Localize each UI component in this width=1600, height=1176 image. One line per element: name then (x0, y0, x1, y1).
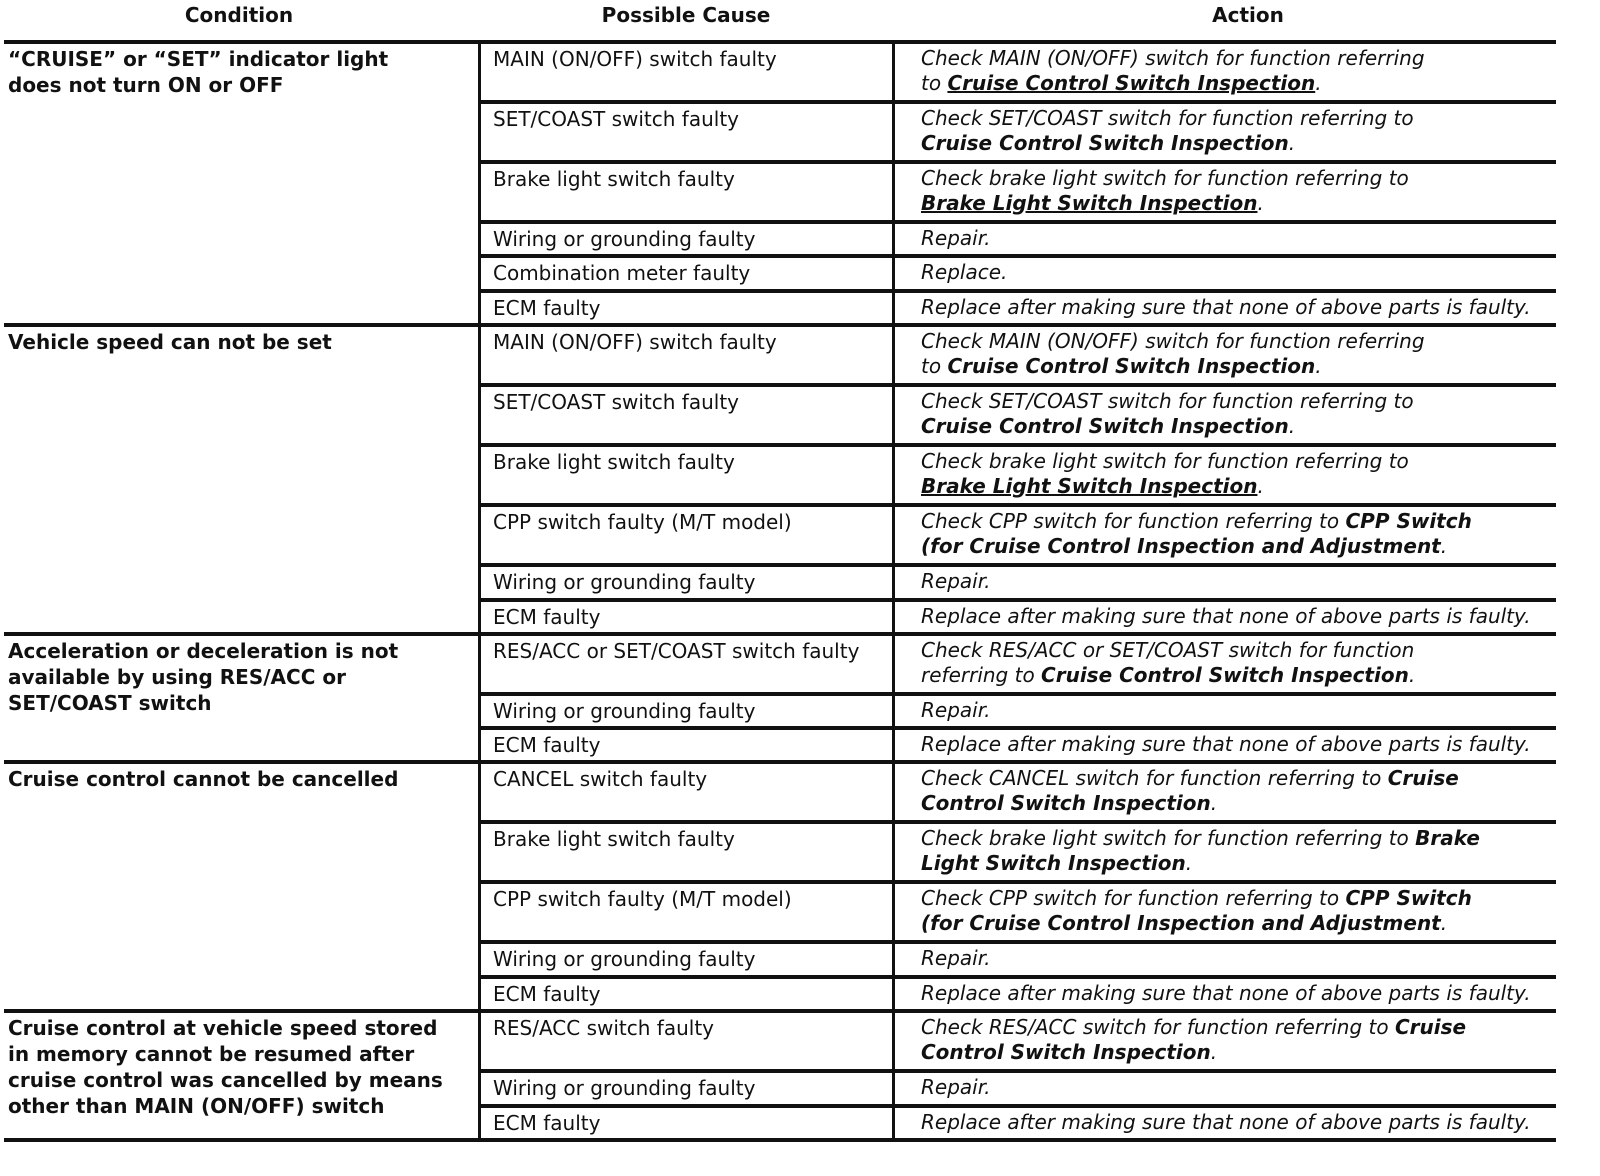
group-divider (4, 632, 1556, 636)
action-text: Check SET/COAST switch for function referring to (921, 389, 1414, 413)
action-end: . (1315, 71, 1322, 95)
inspection-reference-link[interactable]: Cruise Control Switch Inspection (947, 71, 1316, 95)
action-cell (921, 449, 1591, 499)
action-text: Check SET/COAST switch for function referring to (921, 106, 1414, 130)
cause-cell: CPP switch faulty (M/T model) (493, 510, 792, 534)
action-text: Check MAIN (ON/OFF) switch for function referring to (921, 329, 1425, 378)
row-divider (478, 289, 1556, 293)
cause-cell: MAIN (ON/OFF) switch faulty (493, 330, 777, 354)
row-divider (478, 880, 1556, 884)
cause-cell: CPP switch faulty (M/T model) (493, 887, 792, 911)
action-end: . (1210, 791, 1218, 815)
header-condition: Condition (184, 3, 294, 27)
cause-cell: ECM faulty (493, 1111, 601, 1135)
action-end: . (1288, 414, 1296, 438)
inspection-reference-link[interactable]: Cruise Control Switch Inspection (921, 131, 1289, 155)
action-text: Check RES/ACC switch for function referring to (921, 1015, 1395, 1039)
action-cell (921, 46, 1591, 96)
row-divider (478, 503, 1556, 507)
cause-cell: CANCEL switch faulty (493, 767, 708, 791)
inspection-reference-link[interactable]: Cruise Control Switch Inspection (921, 1015, 1467, 1064)
row-divider (478, 160, 1556, 164)
cause-cell: Brake light switch faulty (493, 450, 735, 474)
action-text: Check CANCEL switch for function referring to (921, 766, 1388, 790)
action-cell (921, 981, 1591, 1006)
condition-cell: Cruise control cannot be cancelled (8, 767, 399, 791)
action-text: Check brake light switch for function referring to (921, 826, 1416, 850)
action-cell (921, 698, 1591, 723)
group-divider (4, 40, 1556, 44)
action-text: Repair. (921, 698, 991, 722)
row-divider (478, 726, 1556, 730)
inspection-reference-link[interactable]: Brake Light Switch Inspection (921, 826, 1480, 875)
group-divider (4, 1009, 1556, 1013)
action-text: Check RES/ACC or SET/COAST switch for function referring to (921, 638, 1415, 687)
table-bottom-rule (4, 1138, 1556, 1142)
action-text: Repair. (921, 1075, 991, 1099)
cause-cell: Wiring or grounding faulty (493, 570, 756, 594)
cause-cell: RES/ACC or SET/COAST switch faulty (493, 639, 860, 663)
inspection-reference-link[interactable]: CPP Switch (for Cruise Control Inspection and Adjustment (921, 886, 1472, 935)
row-divider (478, 443, 1556, 447)
row-divider (478, 220, 1556, 224)
cause-cell: ECM faulty (493, 296, 601, 320)
action-text: Check brake light switch for function referring to (921, 449, 1409, 473)
action-end: . (1257, 191, 1264, 215)
action-text: Repair. (921, 946, 991, 970)
action-cell (921, 766, 1591, 816)
cause-cell: SET/COAST switch faulty (493, 107, 740, 131)
action-cell (921, 329, 1591, 379)
action-end: . (1315, 354, 1322, 378)
action-end: . (1408, 663, 1416, 687)
action-text: Repair. (921, 569, 991, 593)
action-end: . (1288, 131, 1296, 155)
condition-cell: “CRUISE” or “SET” indicator light does not turn ON or OFF (8, 47, 389, 97)
condition-cell: Cruise control at vehicle speed stored in memory cannot be resumed after cruise control was cancelled by means other than MAIN (ON/OFF) switch (8, 1016, 443, 1118)
row-divider (478, 383, 1556, 387)
row-divider (478, 940, 1556, 944)
header-cause: Possible Cause (601, 3, 771, 27)
row-divider (478, 598, 1556, 602)
cause-cell: ECM faulty (493, 733, 601, 757)
action-cell (921, 509, 1591, 559)
action-text: Replace after making sure that none of above parts is faulty. (921, 981, 1531, 1005)
condition-cell: Vehicle speed can not be set (8, 330, 332, 354)
inspection-reference-link[interactable]: Cruise Control Switch Inspection (947, 354, 1316, 378)
action-end: . (1185, 851, 1193, 875)
action-text: Repair. (921, 226, 991, 250)
row-divider (478, 100, 1556, 104)
action-cell (921, 732, 1591, 757)
row-divider (478, 820, 1556, 824)
inspection-reference-link[interactable]: Cruise Control Switch Inspection (921, 766, 1459, 815)
action-cell (921, 106, 1591, 156)
inspection-reference-link[interactable]: Cruise Control Switch Inspection (1041, 663, 1409, 687)
action-text: Check CPP switch for function referring to (921, 886, 1346, 910)
action-cell (921, 389, 1591, 439)
row-divider (478, 692, 1556, 696)
action-cell (921, 604, 1591, 629)
action-cell (921, 1015, 1591, 1065)
cause-cell: SET/COAST switch faulty (493, 390, 740, 414)
action-cell (921, 569, 1591, 594)
action-end: . (1257, 474, 1264, 498)
action-end: . (1440, 534, 1448, 558)
cause-cell: MAIN (ON/OFF) switch faulty (493, 47, 777, 71)
action-cell (921, 260, 1591, 285)
cause-cell: Combination meter faulty (493, 261, 751, 285)
action-end: . (1440, 911, 1448, 935)
cause-cell: RES/ACC switch faulty (493, 1016, 714, 1040)
header-action: Action (1212, 3, 1284, 27)
action-cell (921, 226, 1591, 251)
cause-cell: Brake light switch faulty (493, 167, 735, 191)
row-divider (478, 563, 1556, 567)
action-cell (921, 886, 1591, 936)
action-text: Check CPP switch for function referring to (921, 509, 1346, 533)
action-cell (921, 946, 1591, 971)
group-divider (4, 760, 1556, 764)
action-text: Replace after making sure that none of above parts is faulty. (921, 604, 1531, 628)
inspection-reference-link[interactable]: CPP Switch (for Cruise Control Inspection and Adjustment (921, 509, 1472, 558)
group-divider (4, 323, 1556, 327)
row-divider (478, 1069, 1556, 1073)
action-cell (921, 166, 1591, 216)
cause-cell: Wiring or grounding faulty (493, 1076, 756, 1100)
cause-cell: Brake light switch faulty (493, 827, 735, 851)
cause-cell: Wiring or grounding faulty (493, 699, 756, 723)
action-cell (921, 826, 1591, 876)
row-divider (478, 975, 1556, 979)
inspection-reference-link[interactable]: Brake Light Switch Inspection (921, 191, 1258, 215)
action-cell (921, 638, 1591, 688)
row-divider (478, 254, 1556, 258)
action-text: Check MAIN (ON/OFF) switch for function referring to (921, 46, 1425, 95)
inspection-reference-link[interactable]: Cruise Control Switch Inspection (921, 414, 1289, 438)
action-text: Replace after making sure that none of above parts is faulty. (921, 295, 1531, 319)
action-text: Replace after making sure that none of above parts is faulty. (921, 732, 1531, 756)
cause-cell: Wiring or grounding faulty (493, 947, 756, 971)
action-cell (921, 295, 1591, 320)
row-divider (478, 1104, 1556, 1108)
cause-cell: ECM faulty (493, 605, 601, 629)
action-text: Check brake light switch for function referring to (921, 166, 1409, 190)
action-end: . (1210, 1040, 1218, 1064)
action-text: Replace. (921, 260, 1008, 284)
cause-cell: ECM faulty (493, 982, 601, 1006)
action-text: Replace after making sure that none of above parts is faulty. (921, 1110, 1531, 1134)
action-cell (921, 1075, 1591, 1100)
inspection-reference-link[interactable]: Brake Light Switch Inspection (921, 474, 1258, 498)
action-cell (921, 1110, 1591, 1135)
condition-cell: Acceleration or deceleration is not available by using RES/ACC or SET/COAST switch (8, 639, 399, 715)
cause-cell: Wiring or grounding faulty (493, 227, 756, 251)
